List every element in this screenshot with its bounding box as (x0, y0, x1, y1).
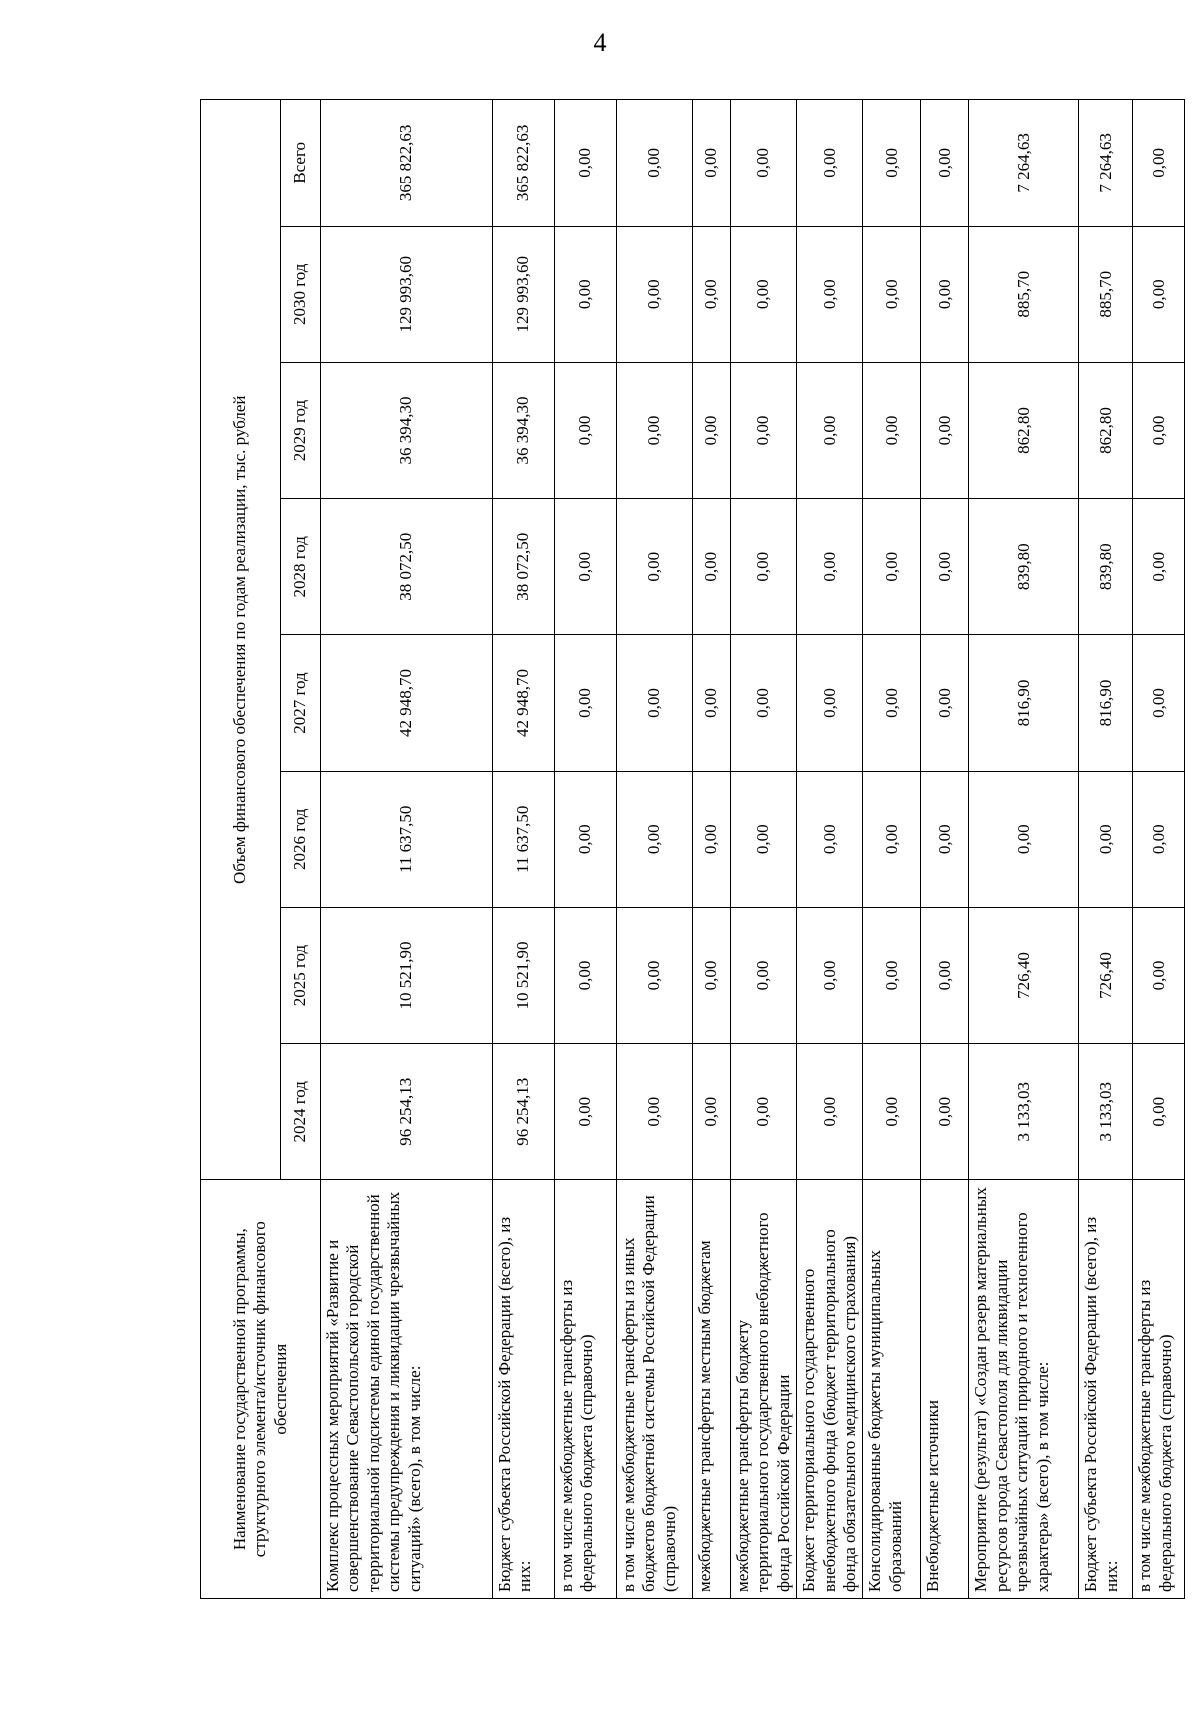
value-cell: 0,00 (797, 907, 863, 1043)
value-cell: 3 133,03 (969, 1044, 1079, 1180)
value-cell: 0,00 (1133, 499, 1185, 635)
value-cell: 36 394,30 (493, 362, 555, 498)
value-cell: 816,90 (1079, 635, 1133, 771)
name-column-header: Наименование государственной программы, структурного элемента/источник финансового обеспечения (201, 1180, 321, 1599)
value-cell: 0,00 (921, 1044, 969, 1180)
value-cell: 0,00 (693, 362, 731, 498)
row-name-cell: Бюджет субъекта Российской Федерации (всего), из них: (493, 1180, 555, 1599)
value-cell: 0,00 (555, 362, 617, 498)
value-cell: 0,00 (1133, 100, 1185, 227)
value-cell: 0,00 (863, 907, 921, 1043)
value-cell: 129 993,60 (321, 226, 493, 362)
value-cell: 0,00 (1133, 635, 1185, 771)
value-cell: 0,00 (731, 1044, 797, 1180)
value-cell: 0,00 (731, 362, 797, 498)
table-row (617, 100, 693, 1599)
value-cell: 0,00 (693, 100, 731, 227)
value-cell: 0,00 (797, 771, 863, 907)
value-cell: 0,00 (797, 100, 863, 227)
value-cell: 0,00 (797, 226, 863, 362)
value-cell: 129 993,60 (493, 226, 555, 362)
value-cell: 0,00 (693, 771, 731, 907)
value-cell: 7 264,63 (1079, 100, 1133, 227)
value-cell: 0,00 (555, 771, 617, 907)
value-cell: 726,40 (969, 907, 1079, 1043)
value-cell: 0,00 (863, 100, 921, 227)
financing-group-header: Объем финансового обеспечения по годам реализации, тыс. рублей (201, 100, 281, 1180)
value-cell: 0,00 (617, 362, 693, 498)
value-cell: 726,40 (1079, 907, 1133, 1043)
year-column-header: 2026 год (281, 771, 321, 907)
value-cell: 0,00 (555, 635, 617, 771)
year-column-header: 2027 год (281, 635, 321, 771)
table-row (863, 100, 921, 1599)
table-row (493, 100, 555, 1599)
value-cell: 10 521,90 (321, 907, 493, 1043)
value-cell: 0,00 (921, 362, 969, 498)
table-row (1079, 100, 1133, 1599)
table-row (1133, 100, 1185, 1599)
value-cell: 0,00 (797, 362, 863, 498)
row-name-cell: межбюджетные трансферты местным бюджетам (693, 1180, 731, 1599)
value-cell: 0,00 (921, 499, 969, 635)
value-cell: 0,00 (863, 499, 921, 635)
value-cell: 816,90 (969, 635, 1079, 771)
row-name-cell: межбюджетные трансферты бюджету территориального государственного внебюджетного фонда Российской Федерации (731, 1180, 797, 1599)
value-cell: 0,00 (617, 100, 693, 227)
value-cell: 36 394,30 (321, 362, 493, 498)
value-cell: 0,00 (731, 499, 797, 635)
value-cell: 38 072,50 (321, 499, 493, 635)
value-cell: 0,00 (693, 499, 731, 635)
row-name-cell: в том числе межбюджетные трансферты из иных бюджетов бюджетной системы Российской Федерации (справочно) (617, 1180, 693, 1599)
value-cell: 0,00 (617, 499, 693, 635)
year-column-header: 2030 год (281, 226, 321, 362)
value-cell: 10 521,90 (493, 907, 555, 1043)
value-cell: 0,00 (617, 635, 693, 771)
row-name-cell: в том числе межбюджетные трансферты из федерального бюджета (справочно) (1133, 1180, 1185, 1599)
row-name-cell: Бюджет субъекта Российской Федерации (всего), из них: (1079, 1180, 1133, 1599)
value-cell: 839,80 (969, 499, 1079, 635)
table-row (969, 100, 1079, 1599)
value-cell: 0,00 (863, 226, 921, 362)
value-cell: 0,00 (1133, 907, 1185, 1043)
value-cell: 0,00 (555, 907, 617, 1043)
value-cell: 96 254,13 (493, 1044, 555, 1180)
table-row (555, 100, 617, 1599)
row-name-cell: Консолидированные бюджеты муниципальных образований (863, 1180, 921, 1599)
value-cell: 0,00 (731, 226, 797, 362)
value-cell: 3 133,03 (1079, 1044, 1133, 1180)
value-cell: 0,00 (1133, 771, 1185, 907)
value-cell: 365 822,63 (321, 100, 493, 227)
value-cell: 0,00 (969, 771, 1079, 907)
table-row (693, 100, 731, 1599)
value-cell: 0,00 (1079, 771, 1133, 907)
page-number: 4 (593, 28, 607, 57)
value-cell: 0,00 (731, 771, 797, 907)
value-cell: 862,80 (969, 362, 1079, 498)
value-cell: 0,00 (797, 635, 863, 771)
value-cell: 0,00 (555, 499, 617, 635)
value-cell: 0,00 (863, 1044, 921, 1180)
value-cell: 365 822,63 (493, 100, 555, 227)
value-cell: 0,00 (863, 362, 921, 498)
value-cell: 0,00 (731, 907, 797, 1043)
value-cell: 0,00 (555, 1044, 617, 1180)
financing-table (200, 99, 1185, 1599)
value-cell: 0,00 (1133, 226, 1185, 362)
value-cell: 0,00 (797, 499, 863, 635)
value-cell: 0,00 (617, 771, 693, 907)
value-cell: 839,80 (1079, 499, 1133, 635)
value-cell: 0,00 (797, 1044, 863, 1180)
value-cell: 0,00 (555, 226, 617, 362)
value-cell: 0,00 (921, 100, 969, 227)
year-column-header: 2028 год (281, 499, 321, 635)
value-cell: 0,00 (1133, 1044, 1185, 1180)
value-cell: 0,00 (1133, 362, 1185, 498)
value-cell: 96 254,13 (321, 1044, 493, 1180)
value-cell: 7 264,63 (969, 100, 1079, 227)
row-name-cell: Бюджет территориального государственного внебюджетного фонда (бюджет территориального фонда обязательного медицинского страхования) (797, 1180, 863, 1599)
value-cell: 0,00 (693, 226, 731, 362)
value-cell: 0,00 (921, 226, 969, 362)
row-name-cell: Мероприятие (результат) «Создан резерв материальных ресурсов города Севастополя для ликвидации чрезвычайных ситуаций природного и техногенного характера» (всего), в том числе: (969, 1180, 1079, 1599)
row-name-cell: в том числе межбюджетные трансферты из федерального бюджета (справочно) (555, 1180, 617, 1599)
value-cell: 42 948,70 (321, 635, 493, 771)
value-cell: 38 072,50 (493, 499, 555, 635)
value-cell: 0,00 (731, 635, 797, 771)
value-cell: 0,00 (921, 907, 969, 1043)
year-column-header: Всего (281, 100, 321, 227)
value-cell: 862,80 (1079, 362, 1133, 498)
value-cell: 0,00 (617, 226, 693, 362)
table-row (321, 100, 493, 1599)
rotated-table-container (200, 99, 1175, 1599)
year-column-header: 2024 год (281, 1044, 321, 1180)
table-row (921, 100, 969, 1599)
value-cell: 0,00 (863, 771, 921, 907)
value-cell: 0,00 (731, 100, 797, 227)
row-name-cell: Комплекс процессных мероприятий «Развитие и совершенствование Севастопольской городской территориальной подсистемы единой государственной системы предупреждения и ликвидации чрезвычайных ситуаций» (всего), в том числе: (321, 1180, 493, 1599)
value-cell: 0,00 (617, 907, 693, 1043)
year-column-header: 2025 год (281, 907, 321, 1043)
year-column-header: 2029 год (281, 362, 321, 498)
value-cell: 0,00 (921, 771, 969, 907)
value-cell: 0,00 (617, 1044, 693, 1180)
value-cell: 0,00 (921, 635, 969, 771)
table-row (797, 100, 863, 1599)
value-cell: 0,00 (693, 1044, 731, 1180)
value-cell: 0,00 (693, 635, 731, 771)
value-cell: 885,70 (1079, 226, 1133, 362)
value-cell: 42 948,70 (493, 635, 555, 771)
table-row (731, 100, 797, 1599)
value-cell: 11 637,50 (493, 771, 555, 907)
value-cell: 0,00 (863, 635, 921, 771)
value-cell: 11 637,50 (321, 771, 493, 907)
value-cell: 0,00 (555, 100, 617, 227)
value-cell: 0,00 (693, 907, 731, 1043)
value-cell: 885,70 (969, 226, 1079, 362)
row-name-cell: Внебюджетные источники (921, 1180, 969, 1599)
